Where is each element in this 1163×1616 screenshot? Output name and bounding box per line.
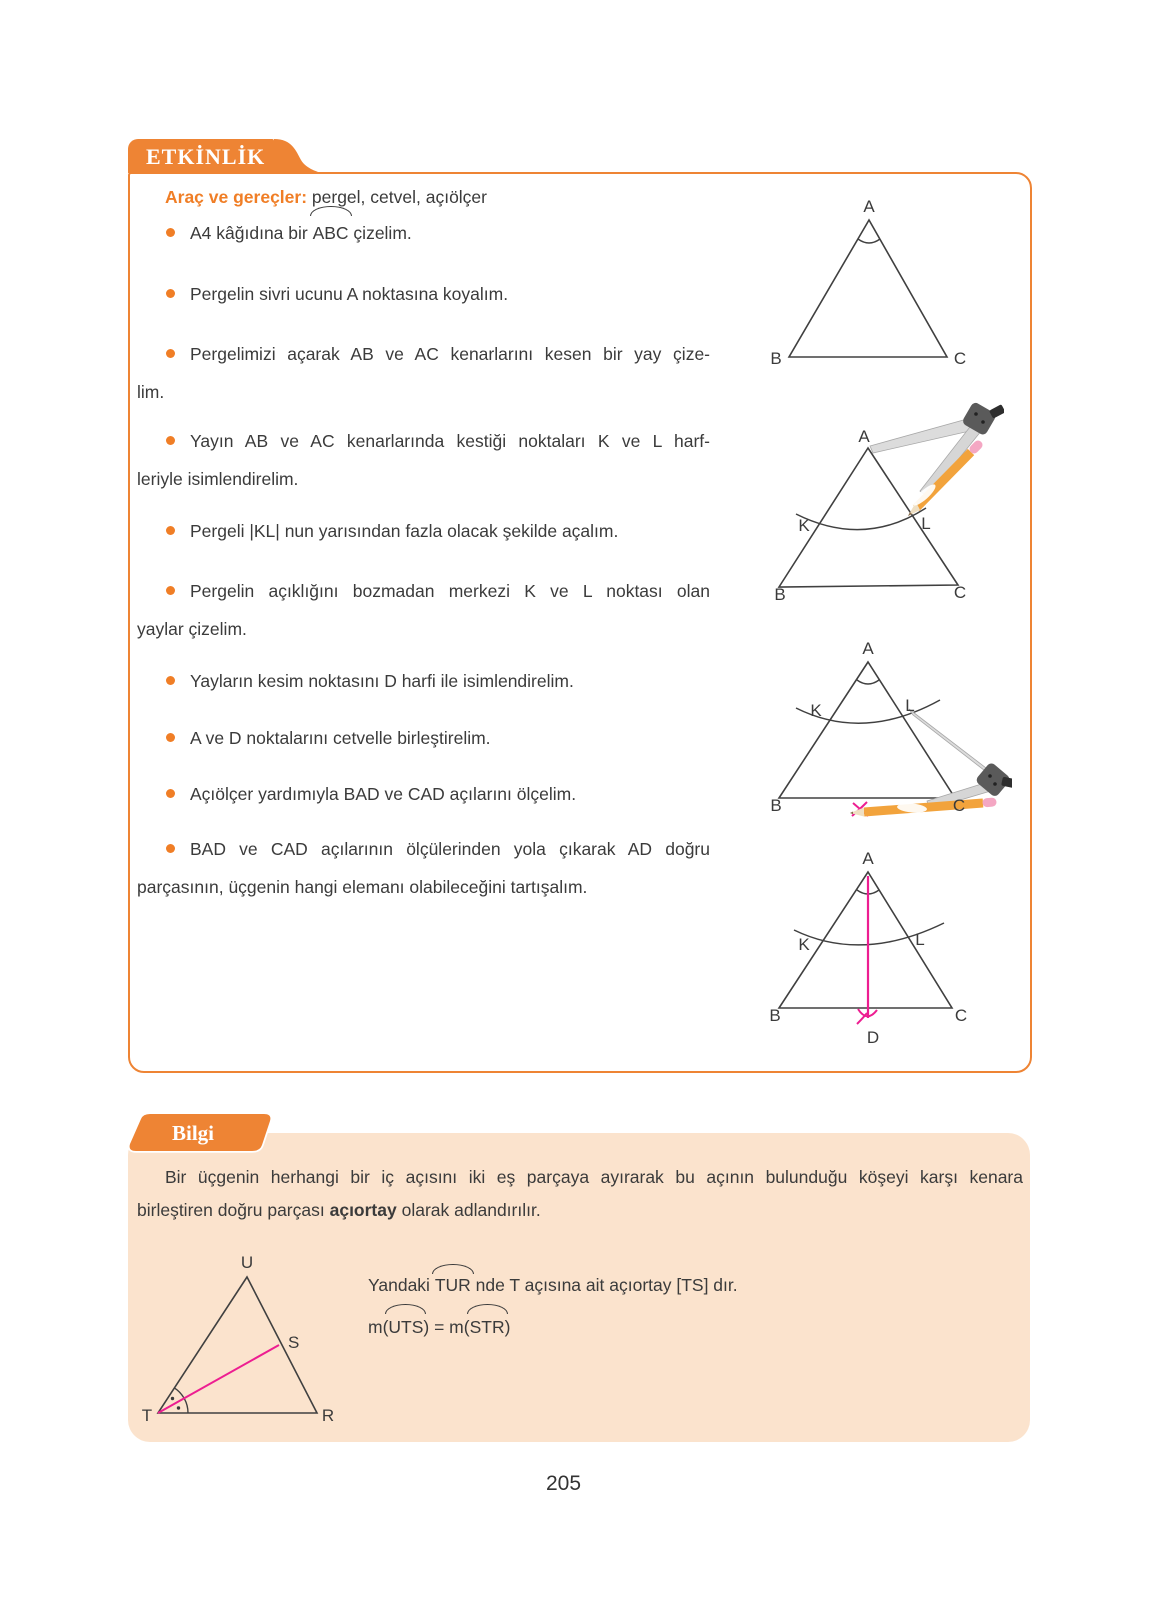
point-label-d: D xyxy=(866,1028,880,1047)
diagram-compass-arc-kl xyxy=(740,398,1004,606)
point-label-s: S xyxy=(288,1333,300,1352)
compass-icon xyxy=(870,401,1004,516)
vertex-label-a: A xyxy=(862,639,874,658)
bullet-icon xyxy=(166,349,175,358)
info-paragraph xyxy=(137,1161,1023,1227)
bullet-text-cont: lim. xyxy=(137,382,165,402)
hat-letters: ABC xyxy=(312,223,349,243)
vertex-label-t: T xyxy=(141,1406,153,1425)
info-line-2 xyxy=(137,1194,1023,1227)
bullet-text: BAD ve CAD açılarının ölçülerinden yola çıkarak AD doğru xyxy=(190,839,710,859)
vertex-label-a: A xyxy=(863,197,875,216)
tools-value: pergel, cetvel, açıölçer xyxy=(307,187,487,207)
point-label-l: L xyxy=(905,696,915,715)
arc-kl xyxy=(796,508,926,530)
activity-tab-label: ETKİNLİK xyxy=(146,144,266,169)
bullet-icon xyxy=(166,586,175,595)
hat-letters: UTS xyxy=(388,1317,424,1337)
bullet-icon xyxy=(166,789,175,798)
triangle-outline xyxy=(789,220,947,357)
bisector-line-ts xyxy=(158,1345,279,1413)
pencil-icon xyxy=(908,445,978,516)
bullet-text-cont: leriyle isimlendirelim. xyxy=(137,469,299,489)
vertex-label-u: U xyxy=(240,1253,254,1272)
point-label-k: K xyxy=(798,935,810,954)
bullet-item xyxy=(137,335,710,411)
angle-mark-dot xyxy=(171,1397,174,1400)
activity-tab xyxy=(128,139,274,173)
vertex-label-b: B xyxy=(774,585,786,604)
angle-mark-dot xyxy=(177,1406,180,1409)
info-keyword: açıortay xyxy=(329,1200,397,1220)
bullet-text: Yayın AB ve AC kenarlarında kestiği noktaları K ve L harf- xyxy=(190,431,710,451)
vertex-label-b: B xyxy=(769,1006,781,1025)
bullet-text-post: çizelim. xyxy=(348,223,412,243)
vertex-label-c: C xyxy=(953,349,967,368)
bullet-text-cont: yaylar çizelim. xyxy=(137,619,247,639)
bullet-text xyxy=(137,214,710,252)
diagram-compass-cross-arcs xyxy=(740,612,1012,834)
bullet-icon xyxy=(166,844,175,853)
bullet-item xyxy=(137,572,710,648)
compass-icon xyxy=(850,709,1012,817)
bullet-text: Pergelimizi açarak AB ve AC kenarlarını kesen bir yay çize- xyxy=(190,344,710,364)
hat-notation xyxy=(435,1272,471,1298)
hat-notation xyxy=(313,214,349,252)
diagram-triangle-tur xyxy=(130,1228,410,1433)
info-tab-label: Bilgi xyxy=(172,1121,215,1145)
bullet-text: Pergelin açıklığını bozmadan merkezi K ve L noktası olan xyxy=(190,581,710,601)
bullet-icon xyxy=(166,289,175,298)
bullet-icon xyxy=(166,526,175,535)
point-label-k: K xyxy=(798,516,810,535)
bullet-icon xyxy=(166,733,175,742)
hat-letters: TUR xyxy=(434,1275,471,1295)
bullet-text: A ve D noktalarını cetvelle birleştirelim. xyxy=(190,728,491,748)
diagram-bisector-ad xyxy=(740,825,1002,1060)
vertex-label-a: A xyxy=(858,427,870,446)
point-label-l: L xyxy=(921,514,931,533)
side-text-pre: Yandaki xyxy=(368,1275,435,1295)
bullet-item xyxy=(137,214,710,252)
vertex-label-b: B xyxy=(770,796,782,815)
angle-arc-a xyxy=(857,680,879,684)
info-line2-pre: birleştiren doğru parçası xyxy=(137,1200,330,1220)
angle-arc-a xyxy=(858,239,880,243)
vertex-label-c: C xyxy=(953,583,967,602)
bullet-item xyxy=(137,719,710,757)
formula-part: ) xyxy=(504,1317,511,1337)
bullet-text-pre: A4 kâğıdına bir xyxy=(190,223,313,243)
point-label-l: L xyxy=(915,930,925,949)
vertex-label-c: C xyxy=(952,796,966,815)
bullet-item xyxy=(137,775,710,813)
hat-letters: STR xyxy=(469,1317,505,1337)
activity-tab-curve xyxy=(274,139,320,173)
formula-part: m( xyxy=(368,1317,389,1337)
triangle-outline xyxy=(779,662,955,798)
info-side-text xyxy=(368,1272,738,1298)
vertex-label-r: R xyxy=(321,1406,335,1425)
point-label-k: K xyxy=(810,701,822,720)
info-line2-post: olarak adlandırılır. xyxy=(396,1200,541,1220)
bullet-text: Pergelin sivri ucunu A noktasına koyalım. xyxy=(190,284,509,304)
hat-notation xyxy=(470,1312,505,1342)
info-tab xyxy=(126,1112,286,1158)
bullet-item xyxy=(137,512,710,550)
vertex-label-a: A xyxy=(862,849,874,868)
bullet-text: Yayların kesim noktasını D harfi ile isimlendirelim. xyxy=(190,671,574,691)
bullet-icon xyxy=(166,228,175,237)
bullet-text: Açıölçer yardımıyla BAD ve CAD açılarını ölçelim. xyxy=(190,784,577,804)
bullet-item xyxy=(137,830,710,906)
bullet-item xyxy=(137,662,710,700)
formula-part: ) = m( xyxy=(423,1317,470,1337)
bullet-item xyxy=(137,275,710,313)
bullet-icon xyxy=(166,676,175,685)
info-line-1: Bir üçgenin herhangi bir iç açısını iki eş parçaya ayırarak bu açının bulunduğu köşeyi karşı kenara xyxy=(165,1167,1023,1187)
vertex-label-c: C xyxy=(954,1006,968,1025)
bisector-line-ad xyxy=(857,876,877,1024)
bullet-icon xyxy=(166,436,175,445)
bullet-text-cont: parçasının, üçgenin hangi elemanı olabileceğini tartışalım. xyxy=(137,877,588,897)
vertex-label-b: B xyxy=(770,349,782,368)
bullet-text: Pergeli |KL| nun yarısından fazla olacak şekilde açalım. xyxy=(190,521,619,541)
page-number: 205 xyxy=(546,1472,582,1495)
tools-label: Araç ve gereçler: xyxy=(165,187,308,207)
side-text-post: nde T açısına ait açıortay [TS] dır. xyxy=(470,1275,738,1295)
diagram-triangle-abc xyxy=(740,190,990,375)
bullet-item xyxy=(137,422,710,498)
